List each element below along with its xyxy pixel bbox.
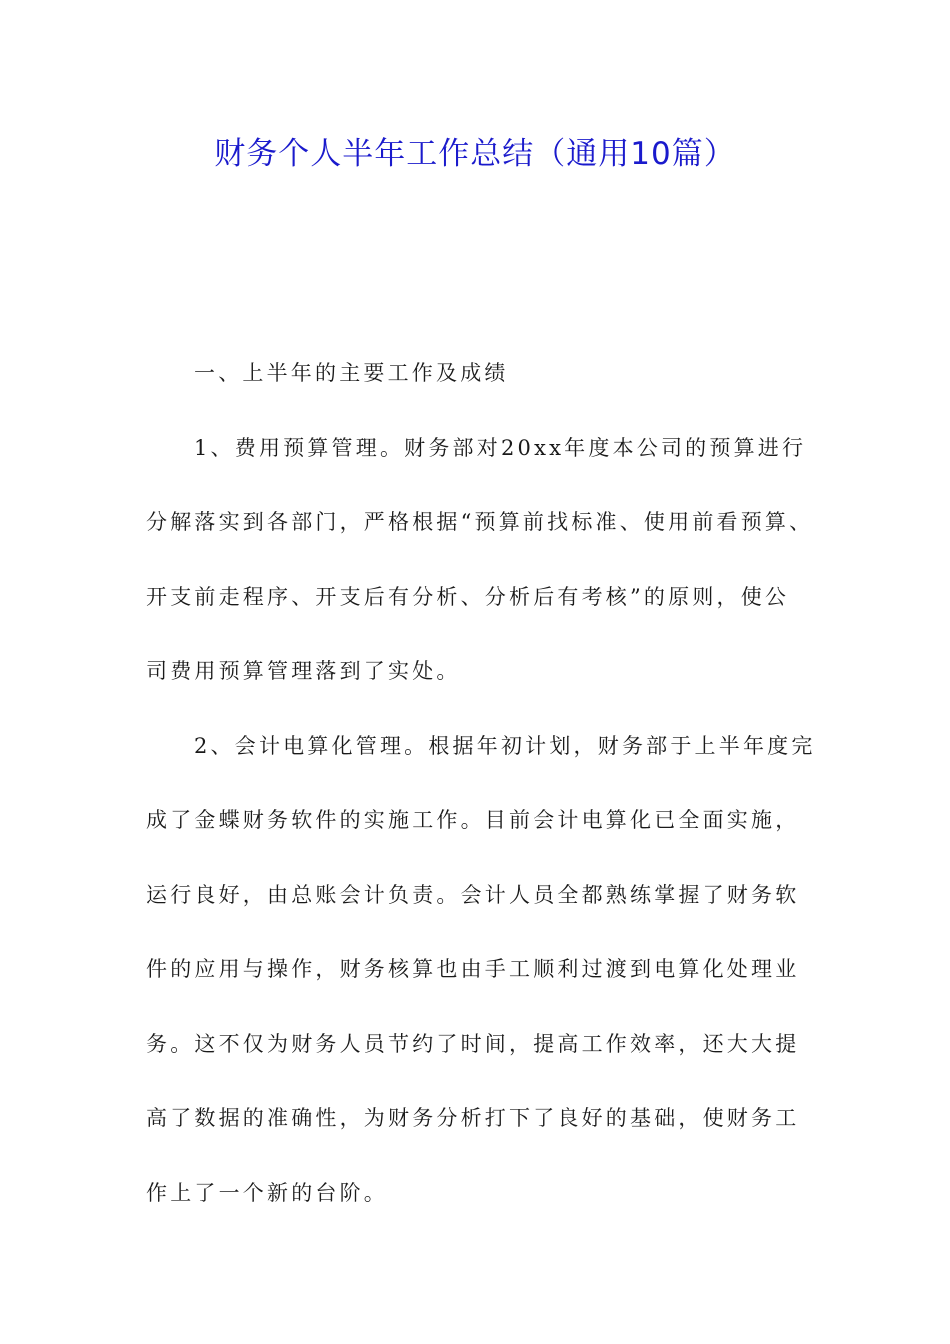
- paragraph-line: 分解落实到各部门，严格根据“预算前找标准、使用前看预算、: [146, 510, 814, 534]
- section-heading: [146, 336, 806, 411]
- paragraph-line: 务。这不仅为财务人员节约了时间，提高工作效率，还大大提: [146, 1031, 800, 1056]
- paragraph-line: 2、会计电算化管理。根据年初计划，财务部于上半年度完: [194, 733, 816, 758]
- paragraph-line: 司费用预算管理落到了实处。: [146, 659, 461, 683]
- paragraph-line: 作上了一个新的台阶。: [146, 1180, 388, 1205]
- heading-line: 一、上半年的主要工作及成绩: [194, 361, 509, 385]
- paragraph-line: 高了数据的准确性，为财务分析打下了良好的基础，使财务工: [146, 1106, 800, 1130]
- paragraph-line: 开支前走程序、开支后有分析、分析后有考核”的原则，使公: [146, 584, 790, 609]
- paragraph-line: 件的应用与操作，财务核算也由手工顺利过渡到电算化处理业: [146, 957, 800, 981]
- paragraph-line: 运行良好，由总账会计负责。会计人员全都熟练掌握了财务软: [146, 882, 800, 907]
- paragraph-budget: [146, 411, 814, 709]
- document-title: 财务个人半年工作总结（通用10篇）: [214, 136, 736, 172]
- paragraph-line: 1、费用预算管理。财务部对20xx年度本公司的预算进行: [194, 435, 807, 460]
- paragraph-computerization: [146, 709, 816, 1231]
- paragraph-line: 成了金蝶财务软件的实施工作。目前会计电算化已全面实施，: [146, 808, 800, 832]
- document-body: [146, 336, 816, 1230]
